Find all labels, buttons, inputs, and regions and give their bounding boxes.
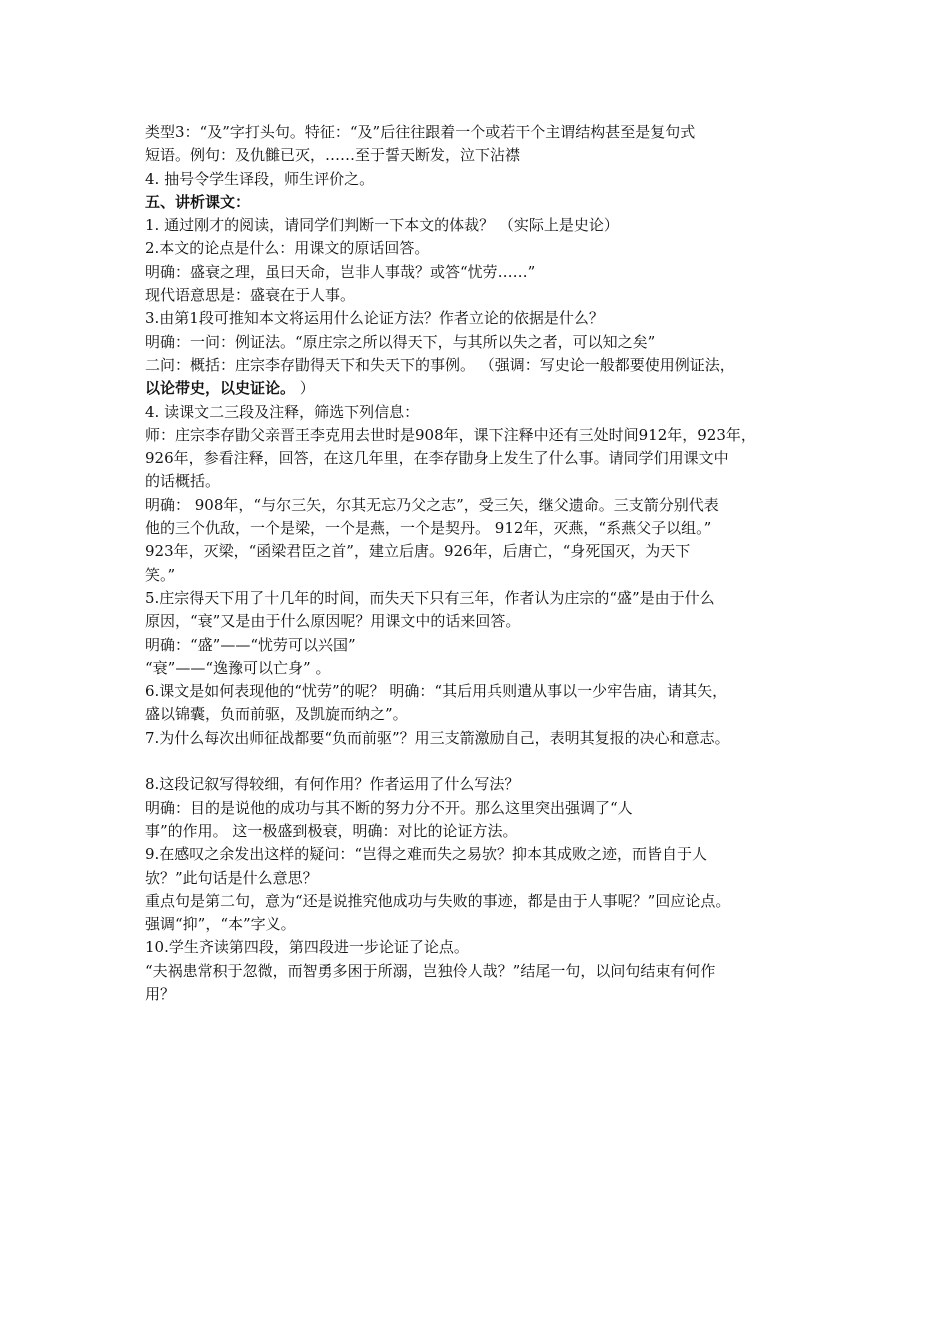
document-page (145, 121, 825, 1006)
text-line: 他的三个仇敌，一个是梁，一个是燕，一个是契丹。 912年，灭燕，“系燕父子以组。” (145, 519, 712, 538)
text-line: 4. 抽号令学生译段，师生评价之。 (145, 169, 375, 188)
text-line: 现代语意思是：盛衰在于人事。 (145, 286, 356, 305)
text-line: 明确：盛衰之理，虽曰天命，岂非人事哉？或答“忧劳……” (145, 262, 536, 281)
text-line: 8.这段记叙写得较细，有何作用？作者运用了什么写法？ (145, 775, 520, 794)
text-line: 明确： 908年，“与尔三矢，尔其无忘乃父之志”，受三矢，继父遗命。三支箭分别代表 (145, 495, 719, 514)
text-line: 用？ (145, 984, 176, 1003)
text-line: 3.由第1段可推知本文将运用什么论证方法？作者立论的依据是什么？ (145, 309, 604, 328)
text-line: 短语。例句：及仇雠已灭，……至于誓天断发，泣下沾襟 (145, 146, 521, 165)
blank-line (145, 750, 825, 773)
text-line: 重点句是第二句，意为“还是说推究他成功与失败的事迹，都是由于人事呢？”回应论点。 (145, 891, 731, 910)
text-line: 原因，“衰”又是由于什么原因呢？用课文中的话来回答。 (145, 612, 521, 631)
text-line: 6.课文是如何表现他的“忧劳”的呢？ 明确：“其后用兵则遣从事以一少牢告庙，请其矢， (145, 682, 728, 701)
text-line: “衰”——“逸豫可以亡身” 。 (145, 658, 331, 677)
text-line: “夫祸患常积于忽微，而智勇多困于所溺，岂独伶人哉？”结尾一句，以问句结束有何作 (145, 961, 716, 980)
text-line: 4. 读课文二三段及注释，筛选下列信息： (145, 402, 420, 421)
bold-emphasis: 以论带史，以史证论。 (145, 379, 296, 398)
text-line: 类型3：“及”字打头句。特征：“及”后往往跟着一个或若干个主谓结构甚至是复句式 (145, 123, 696, 141)
text-line: 欤？”此句话是什么意思？ (145, 868, 318, 887)
text-line: 2.本文的论点是什么：用课文的原话回答。 (145, 239, 430, 258)
text-line: 明确：一问：例证法。“原庄宗之所以得天下，与其所以失之者，可以知之矣” (145, 332, 656, 351)
text-line: 明确：“盛”——“忧劳可以兴国” (145, 635, 356, 654)
text-line: 1. 通过刚才的阅读，请同学们判断一下本文的体裁？ （实际上是史论） (145, 216, 619, 235)
text-line: 明确：目的是说他的成功与其不断的努力分不开。那么这里突出强调了“人 (145, 798, 633, 817)
text-line: 盛以锦囊，负而前驱，及凯旋而纳之”。 (145, 705, 408, 724)
text-line: 的话概括。 (145, 472, 221, 491)
text-line: 10.学生齐读第四段，第四段进一步论证了论点。 (145, 938, 469, 957)
text-line: 事”的作用。 这一极盛到极衰，明确：对比的论证方法。 (145, 821, 518, 840)
line-tail: ） (295, 379, 315, 398)
text-line: 5.庄宗得天下用了十几年的时间，而失天下只有三年，作者认为庄宗的“盛”是由于什么 (145, 588, 715, 607)
text-line: 923年，灭梁，“函梁君臣之首”，建立后唐。926年，后唐亡，“身死国灭，为天下 (145, 542, 691, 561)
text-line: 9.在感叹之余发出这样的疑问：“岂得之难而失之易欤？抑本其成败之迹，而皆自于人 (145, 845, 707, 864)
text-line: 笑。” (145, 565, 176, 584)
text-line: 师：庄宗李存勖父亲晋王李克用去世时是908年，课下注释中还有三处时间912年，923年， (145, 425, 756, 444)
text-line: 7.为什么每次出师征战都要“负而前驱”？用三支箭激励自己，表明其复报的决心和意志。 (145, 728, 730, 747)
text-line: 二问：概括：庄宗李存勖得天下和失天下的事例。 （强调：写史论一般都要使用例证法， (145, 355, 735, 374)
text-line: 926年，参看注释，回答，在这几年里，在李存勖身上发生了什么事。请同学们用课文中 (145, 449, 729, 468)
section-heading: 五、讲析课文： (145, 192, 251, 211)
text-line (145, 377, 825, 400)
text-line: 强调“抑”，“本”字义。 (145, 915, 296, 934)
